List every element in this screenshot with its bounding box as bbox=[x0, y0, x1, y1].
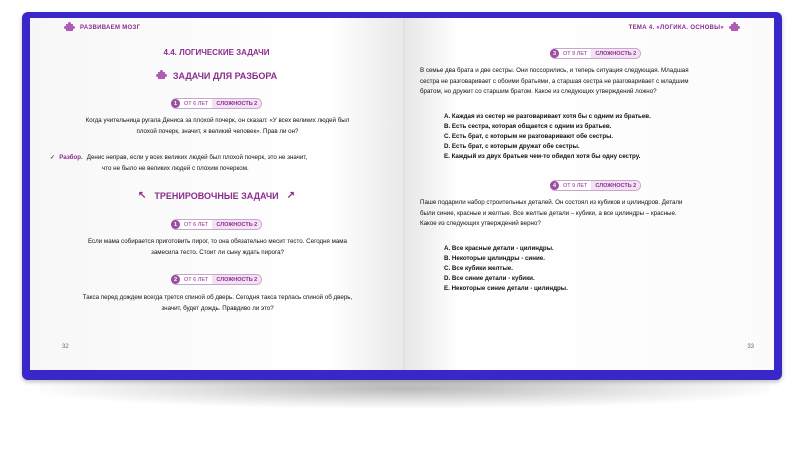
text-line: сестра не разговаривает с обоими братьями, а старшая сестра не разговаривает с младшим bbox=[420, 77, 689, 85]
task-age: ОТ 9 ЛЕТ bbox=[563, 182, 588, 189]
page-number: 33 bbox=[747, 344, 754, 350]
task-number: 2 bbox=[171, 275, 180, 284]
text-line: Такса перед дождем всегда трется спиной об дверь. Сегодня такса терлась спиной об дверь, bbox=[82, 294, 353, 301]
task-difficulty: СЛОЖНОСТЬ 2 bbox=[212, 220, 261, 229]
answer-option: C. Есть брат, с которым не разговаривают обе сестры. bbox=[444, 133, 614, 140]
left-header-text: РАЗВИВАЕМ МОЗГ bbox=[80, 24, 141, 31]
text-line: Денис неправ, если у всех великих людей был плохой почерк, это не значит, bbox=[86, 154, 308, 161]
answer-option: E. Каждый из двух братьев чем-то обидел хотя бы одну сестру. bbox=[444, 153, 641, 160]
left-page-header bbox=[64, 22, 140, 33]
answer-option: C. Все кубики желтые. bbox=[444, 265, 513, 272]
right-page bbox=[404, 18, 774, 370]
task-difficulty: СЛОЖНОСТЬ 2 bbox=[212, 275, 261, 284]
text-line: замесила тесто. Стоит ли сыну ждать пирога? bbox=[150, 248, 284, 256]
right-header-text: ТЕМА 4. «ЛОГИКА. ОСНОВЫ» bbox=[628, 24, 724, 31]
task-number: 1 bbox=[171, 220, 180, 229]
text-line: что не было не великих людей с плохим почерком. bbox=[102, 164, 249, 172]
task-text bbox=[420, 198, 760, 230]
answer-option: A. Каждая из сестер не разговаривает хотя бы с одним из братьев. bbox=[444, 113, 651, 120]
text-line: Если мама собирается приготовить пирог, то она обязательно месит тесто. Сегодня мама bbox=[88, 238, 347, 245]
task-badge bbox=[171, 98, 262, 109]
answer-options bbox=[444, 244, 568, 294]
task-badge bbox=[550, 180, 641, 191]
task-text bbox=[420, 66, 760, 98]
text-line: были синие, красные и желтые. Все желтые детали – кубики, а все цилиндры – красные. bbox=[420, 209, 677, 217]
answer-option: E. Некоторые синие детали - цилиндры. bbox=[444, 285, 568, 292]
section-title: 4.4. ЛОГИЧЕСКИЕ ЗАДАЧИ bbox=[163, 48, 270, 57]
task-age: ОТ 9 ЛЕТ bbox=[563, 50, 588, 57]
answer-option: B. Некоторые цилиндры - синие. bbox=[444, 255, 545, 262]
analysis-first-line bbox=[50, 153, 390, 164]
arrow-icon: ↖ bbox=[137, 190, 147, 201]
analysis-block bbox=[50, 153, 390, 174]
task-age: ОТ 6 ЛЕТ bbox=[184, 100, 209, 107]
task-difficulty: СЛОЖНОСТЬ 2 bbox=[591, 181, 640, 190]
arrow-icon: ↗ bbox=[286, 190, 296, 201]
subsection-heading bbox=[30, 70, 403, 81]
task-text bbox=[40, 116, 395, 137]
task-number: 4 bbox=[550, 181, 559, 190]
text-line: В семье два брата и две сестры. Они поссорились, и теперь ситуация следующая. Младшая bbox=[420, 67, 689, 74]
text-line: Когда учительница ругала Дениса за плохой почерк, он сказал: «У всех великих людей был bbox=[85, 117, 350, 124]
training-title: ТРЕНИРОВОЧНЫЕ ЗАДАЧИ bbox=[154, 190, 279, 201]
puzzle-icon bbox=[156, 70, 167, 81]
task-age: ОТ 6 ЛЕТ bbox=[184, 276, 209, 283]
page-number: 32 bbox=[62, 344, 69, 350]
answer-option: B. Есть сестра, которая общается с одним из братьев. bbox=[444, 123, 612, 130]
text-line: плохой почерк, значит, я великий человек». Прав ли он? bbox=[136, 127, 299, 135]
text-line: Паше подарили набор строительных деталей. Он состоял из кубиков и цилиндров. Детали bbox=[420, 199, 683, 206]
puzzle-icon bbox=[729, 22, 740, 33]
task-number: 1 bbox=[171, 99, 180, 108]
answer-option: D. Есть брат, с которым дружат обе сестры. bbox=[444, 143, 580, 150]
task-age: ОТ 6 ЛЕТ bbox=[184, 221, 209, 228]
answer-option: A. Все красные детали - цилиндры. bbox=[444, 245, 554, 252]
puzzle-icon bbox=[64, 22, 75, 33]
task-badge bbox=[550, 48, 641, 59]
task-difficulty: СЛОЖНОСТЬ 2 bbox=[591, 49, 640, 58]
text-line: братом, но дружит со старшим братом. Какое из следующих утверждений ложно? bbox=[420, 88, 657, 95]
training-heading bbox=[30, 190, 403, 201]
task-difficulty: СЛОЖНОСТЬ 2 bbox=[212, 99, 261, 108]
check-icon: ✓ bbox=[50, 154, 56, 161]
task-badge bbox=[171, 274, 262, 285]
task-badge bbox=[171, 219, 262, 230]
answer-options bbox=[444, 112, 651, 162]
answer-option: D. Все синие детали - кубики. bbox=[444, 275, 535, 282]
task-text bbox=[40, 237, 395, 258]
task-text bbox=[40, 293, 395, 314]
left-page bbox=[30, 18, 404, 370]
text-line: Какое из следующих утверждений верно? bbox=[420, 220, 541, 227]
right-page-header bbox=[629, 22, 740, 33]
analysis-label: Разбор. bbox=[59, 154, 83, 161]
text-line: значит, будет дождь. Правдиво ли это? bbox=[161, 304, 274, 312]
subsection-title: ЗАДАЧИ ДЛЯ РАЗБОРА bbox=[172, 70, 278, 81]
task-number: 3 bbox=[550, 49, 559, 58]
